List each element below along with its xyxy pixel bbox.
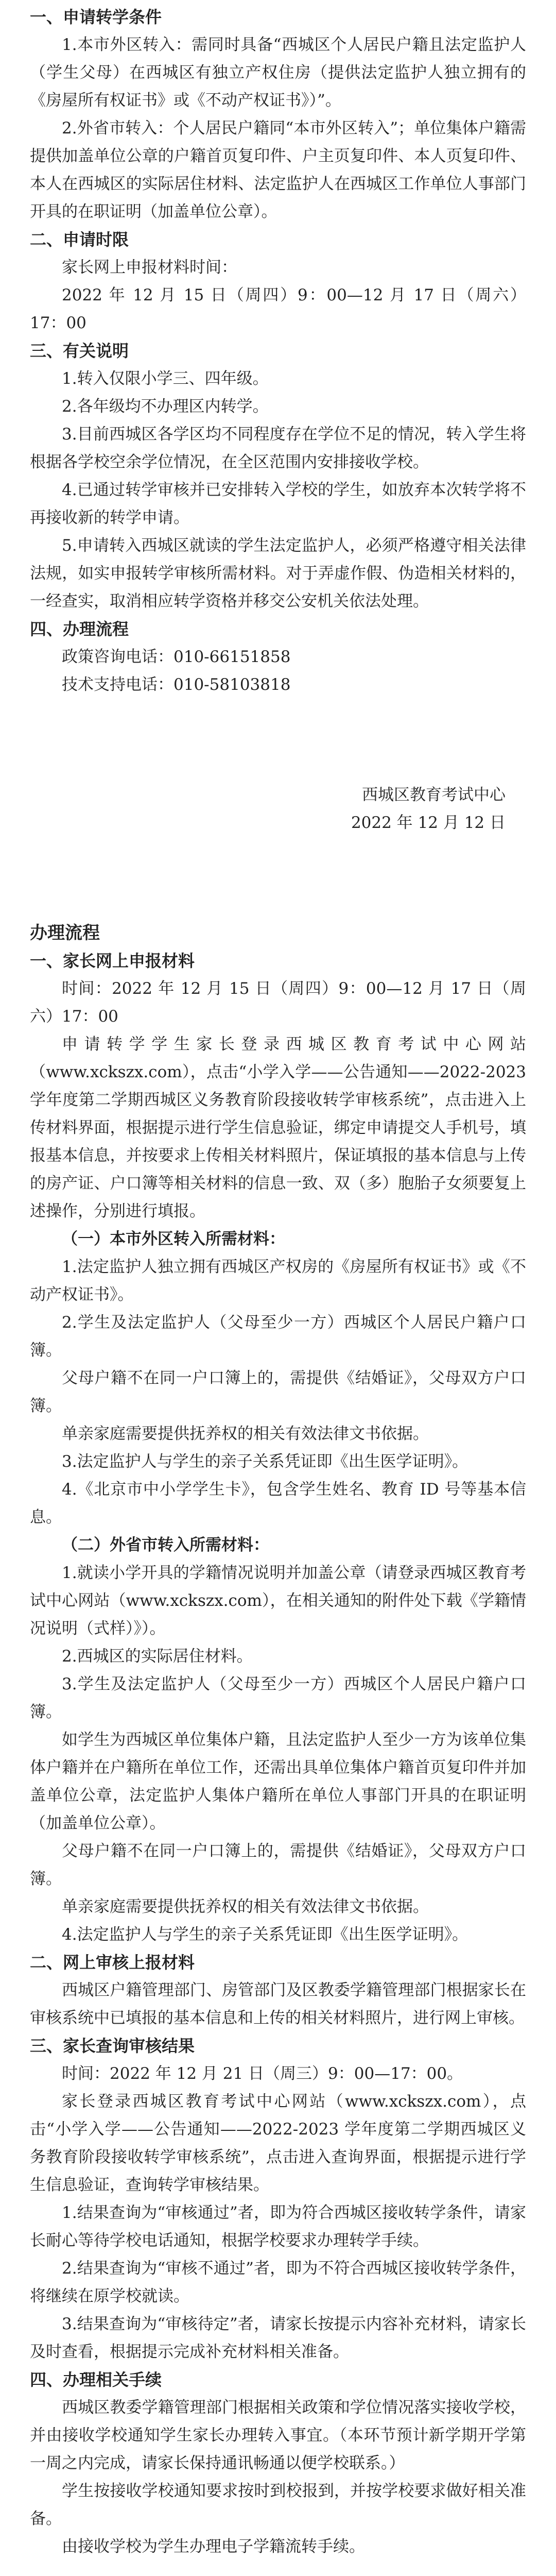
paragraph: 学生按接收学校通知要求按时到校报到，并按学校要求做好相关准备。 xyxy=(30,2482,526,2528)
list-item: 父母户籍不在同一户口簿上的，需提供《结婚证》，父母双方户口簿。 xyxy=(30,1369,526,1415)
paragraph: 西城区教委学籍管理部门根据相关政策和学位情况落实接收学校，并由接收学校通知学生家长办理转入事宜。（本环节预计新学期开学第一周之内完成，请家长保持通讯畅通以便学校联系。） xyxy=(30,2398,526,2472)
tech-phone: 技术支持电话：010-58103818 xyxy=(62,675,291,694)
policy-phone: 政策咨询电话：010-66151858 xyxy=(62,648,291,666)
paragraph: 由接收学校为学生办理电子学籍流转手续。 xyxy=(62,2537,365,2556)
flow-section-title: 三、家长查询审核结果 xyxy=(30,2036,195,2056)
section-title-notes: 三、有关说明 xyxy=(30,341,129,361)
paragraph: 2.外省市转入：个人居民户籍同“本市外区转入”；单位集体户籍需提供加盖单位公章的户籍首页复印件、户主页复印件、本人页复印件、本人在西城区的实际居住材料、法定监护人在西城区工作单位人事部门开具的在职证明（加盖单位公章）。 xyxy=(30,119,526,221)
paragraph: 西城区户籍管理部门、房管部门及区教委学籍管理部门根据家长在审核系统中已填报的基本信息和上传的相关材料照片，进行网上审核。 xyxy=(30,1981,526,2027)
paragraph: 家长登录西城区教育考试中心网站（www.xckszx.com），点击“小学入学——公告通知——2022-2023 学年度第二学期西城区义务教育阶段接收转学审核系统”，点击进入查询界面，根据提示进行学生信息验证，查询转学审核结果。 xyxy=(30,2092,526,2194)
section-title-deadline: 二、申请时限 xyxy=(30,230,129,249)
list-item: 1.转入仅限小学三、四年级。 xyxy=(62,369,269,388)
group-title-other-province: （二）外省市转入所需材料： xyxy=(62,1536,269,1554)
paragraph: 申请转学学生家长登录西城区教育考试中心网站（www.xckszx.com），点击“小学入学——公告通知——2022-2023 学年度第二学期西城区义务教育阶段接收转学审核系统”，点击进入上传材料界面，根据提示进行学生信息验证，绑定申请提交人手机号，填报基本信息，并按要求上传相关材料照片，保证填报的基本信息与上传的房产证、户口簿等相关材料的信息一致、双（多）胞胎子女须要复上述操作，分别进行填报。 xyxy=(30,1035,526,1221)
section-title-process: 四、办理流程 xyxy=(30,619,129,639)
list-item: 5.申请转入西城区就读的学生法定监护人，必须严格遵守相关法律法规，如实申报转学审核所需材料。对于弄虚作假、伪造相关材料的，一经查实，取消相应转学资格并移交公安机关依法处理。 xyxy=(30,536,526,611)
list-item: 父母户籍不在同一户口簿上的，需提供《结婚证》，父母双方户口簿。 xyxy=(30,1842,526,1888)
flow-section-title: 二、网上审核上报材料 xyxy=(30,1953,195,1972)
section-title-conditions: 一、申请转学条件 xyxy=(30,7,162,27)
list-item: 2.各年级均不办理区内转学。 xyxy=(62,397,269,416)
list-item: 4.《北京市中小学学生卡》，包含学生姓名、教育 ID 号等基本信息。 xyxy=(30,1480,526,1527)
paragraph: 时间：2022 年 12 月 15 日（周四）9：00—12 月 17 日（周六）17：00 xyxy=(30,979,526,1026)
list-item: 2.学生及法定监护人（父母至少一方）西城区个人居民户籍户口簿。 xyxy=(30,1313,526,1360)
list-item: 1.结果查询为“审核通过”者，即为符合西城区接收转学条件，请家长耐心等待学校电话通知，根据学校要求办理转学手续。 xyxy=(30,2204,526,2250)
signature-org: 西城区教育考试中心 xyxy=(362,786,506,804)
flow-section-title: 四、办理相关手续 xyxy=(30,2370,162,2389)
paragraph: 家长网上申报材料时间： xyxy=(62,258,237,277)
list-item: 单亲家庭需要提供抚养权的相关有效法律文书依据。 xyxy=(62,1897,429,1916)
list-item: 1.法定监护人独立拥有西城区产权房的《房屋所有权证书》或《不动产权证书》。 xyxy=(30,1258,526,1304)
list-item: 3.目前西城区各学区均不同程度存在学位不足的情况，转入学生将根据各学校空余学位情况，在全区范围内安排接收学校。 xyxy=(30,425,526,471)
list-item: 3.学生及法定监护人（父母至少一方）西城区个人居民户籍户口簿。 xyxy=(30,1675,526,1721)
paragraph: 时间：2022 年 12 月 21 日（周三）9：00—17：00。 xyxy=(62,2064,463,2083)
list-item: 如学生为西城区单位集体户籍，且法定监护人至少一方为该单位集体户籍并在户籍所在单位工作，还需出具单位集体户籍首页复印件并加盖单位公章，法定监护人集体户籍所在单位人事部门开具的在职证明（加盖单位公章）。 xyxy=(30,1731,526,1833)
list-item: 4.法定监护人与学生的亲子关系凭证即《出生医学证明》。 xyxy=(62,1925,468,1944)
list-item: 3.法定监护人与学生的亲子关系凭证即《出生医学证明》。 xyxy=(62,1452,468,1471)
group-title-local: （一）本市外区转入所需材料： xyxy=(62,1230,285,1248)
list-item: 2.结果查询为“审核不通过”者，即为不符合西城区接收转学条件，将继续在原学校就读。 xyxy=(30,2259,526,2306)
signature-date: 2022 年 12 月 12 日 xyxy=(351,814,506,832)
paragraph: 2022 年 12 月 15 日（周四）9：00—12 月 17 日（周六）17：00 xyxy=(30,286,526,332)
paragraph: 1.本市外区转入：需同时具备“西城区个人居民户籍且法定监护人（学生父母）在西城区有独立产权住房（提供法定监护人独立拥有的《房屋所有权证书》或《不动产权证书》）”。 xyxy=(30,36,526,110)
list-item: 单亲家庭需要提供抚养权的相关有效法律文书依据。 xyxy=(62,1425,429,1443)
list-item: 4.已通过转学审核并已安排转入学校的学生，如放弃本次转学将不再接收新的转学申请。 xyxy=(30,481,526,527)
list-item: 1.就读小学开具的学籍情况说明并加盖公章（请登录西城区教育考试中心网站（www.xckszx.com），在相关通知的附件处下载《学籍情况说明（式样）》）。 xyxy=(30,1564,526,1638)
list-item: 3.结果查询为“审核待定”者，请家长按提示内容补充材料，请家长及时查看，根据提示完成补充材料相关准备。 xyxy=(30,2315,526,2361)
flow-section-title: 一、家长网上申报材料 xyxy=(30,951,195,971)
flow-title: 办理流程 xyxy=(30,923,100,943)
list-item: 2.西城区的实际居住材料。 xyxy=(62,1647,253,1666)
